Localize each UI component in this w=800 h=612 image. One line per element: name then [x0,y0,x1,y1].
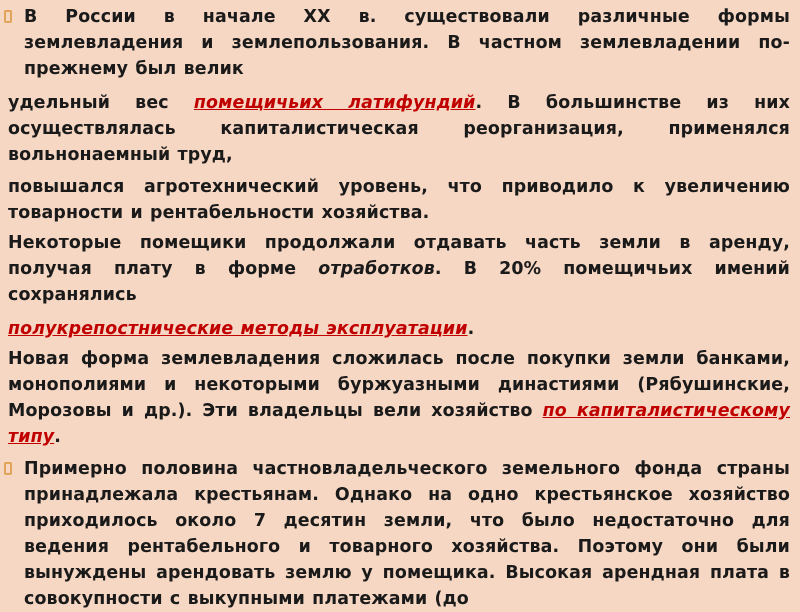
paragraph-6-text-a: Новая форма землевладения сложилась после покупки земли банками, монополиями и некоторыми буржуазными династиями (Рябушинские, Морозовы и др.). Эти владельцы вели хозяйство [8,349,790,421]
paragraph-4-text-a: Некоторые помещики продолжали отдавать часть земли в аренду, получая плату в форме [8,233,790,279]
paragraph-2 [8,90,790,168]
paragraph-1-text: В России в начале XX в. существовали различные формы землевладения и землепользования. В частном землевладении по-прежнему был велик [24,7,790,79]
paragraph-6-text-b: . [54,427,61,447]
paragraph-5 [8,316,790,342]
emphasis-kapitalisticheskiy-tip: по капиталистическому типу [8,401,790,447]
emphasis-otrabotki: отработков [318,259,435,279]
paragraph-4-text-b: . В 20% помещичьих имений сохранялись [8,259,790,305]
paragraph-3 [8,174,790,226]
paragraph-5-text-b: . [467,319,475,339]
bullet-icon [4,462,12,475]
emphasis-polukrepostnicheskie-metody: полукрепостнические методы эксплуатации [8,319,468,339]
paragraph-4 [8,230,790,308]
paragraph-2-text-a: удельный вес [8,93,194,113]
paragraph-3-text: повышался агротехнический уровень, что приводило к увеличению товарности и рентабельности хозяйства. [8,177,790,223]
paragraph-2-text-b: . В большинстве из них осуществлялась капиталистическая реорганизация, применялся вольнонаемный труд, [8,93,790,165]
emphasis-pomeshchichi-latifundii: помещичьих латифундий [193,93,476,113]
paragraph-7-text: Примерно половина частновладельческого земельного фонда страны принадлежала крестьянам. Однако на одно крестьянское хозяйство приходилось около 7 десятин земли, что было недостаточно для ведения рентабельного и товарного хозяйства. Поэтому они были вынуждены арендовать землю у помещика. Высокая арендная плата в совокупности с выкупными платежами (до [24,459,790,609]
paragraph-6 [8,346,790,450]
bullet-icon [4,10,12,23]
paragraph-7 [24,456,790,612]
paragraph-1 [24,4,790,82]
